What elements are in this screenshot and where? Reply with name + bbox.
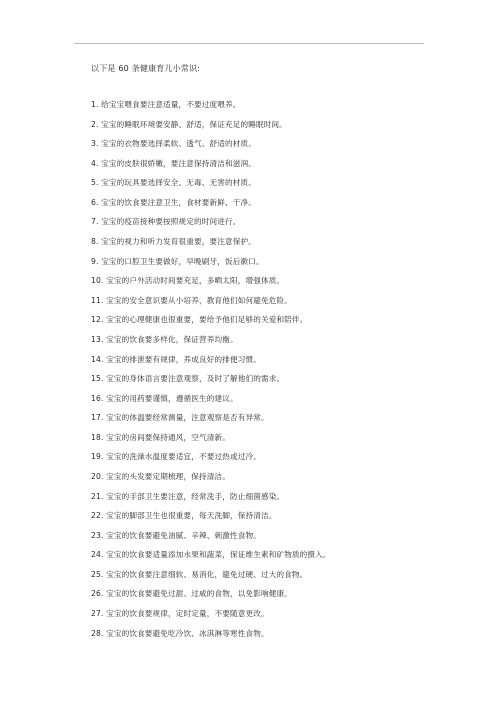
list-item: 3. 宝宝的衣物要选择柔软、透气、舒适的材质。	[91, 139, 256, 149]
list-item: 16. 宝宝的用药要谨慎，遵循医生的建议。	[91, 393, 238, 403]
list-item: 22. 宝宝的脚部卫生也很重要，每天洗脚，保持清洁。	[91, 511, 277, 521]
list-item: 26. 宝宝的饮食要避免过甜、过咸的食物，以免影响健康。	[91, 589, 292, 599]
list-item: 7. 宝宝的疫苗接种要按照规定的时间进行。	[91, 217, 241, 227]
list-item: 23. 宝宝的饮食要避免油腻、辛辣、刺激性食物。	[91, 530, 261, 540]
list-item: 12. 宝宝的心理健康也很重要，要给予他们足够的关爱和陪伴。	[91, 315, 308, 325]
list-item: 24. 宝宝的饮食要适量添加水果和蔬菜，保证维生素和矿物质的摄入。	[91, 550, 331, 560]
list-item: 10. 宝宝的户外活动时间要充足，多晒太阳，增强体质。	[91, 276, 285, 286]
intro-text: 以下是 60 条健康育儿小常识:	[91, 64, 201, 73]
list-item: 13. 宝宝的饮食要多样化，保证营养均衡。	[91, 334, 238, 344]
tips-list	[91, 100, 331, 648]
list-item: 15. 宝宝的身体语言要注意观察，及时了解他们的需求。	[91, 374, 285, 384]
list-item: 27. 宝宝的饮食要规律，定时定量，不要随意更改。	[91, 609, 269, 619]
list-item: 21. 宝宝的手部卫生要注意，经常洗手，防止细菌感染。	[91, 491, 285, 501]
list-item: 11. 宝宝的安全意识要从小培养，教育他们如何避免危险。	[91, 295, 292, 305]
list-item: 25. 宝宝的饮食要注意细软、易消化，避免过硬、过大的食物。	[91, 569, 308, 579]
list-item: 8. 宝宝的视力和听力发育很重要，要注意保护。	[91, 237, 256, 247]
list-item: 1. 给宝宝喂食要注意适量，不要过度喂养。	[91, 100, 241, 109]
list-item: 2. 宝宝的睡眠环境要安静、舒适，保证充足的睡眠时间。	[91, 119, 287, 129]
list-item: 17. 宝宝的体温要经常测量，注意观察是否有异常。	[91, 413, 269, 423]
list-item: 18. 宝宝的房间要保持通风，空气清新。	[91, 432, 230, 442]
list-item: 19. 宝宝的洗澡水温度要适宜，不要过热或过冷。	[91, 452, 261, 462]
list-item: 5. 宝宝的玩具要选择安全、无毒、无害的材质。	[91, 178, 256, 188]
list-item: 4. 宝宝的皮肤很娇嫩，要注意保持清洁和滋润。	[91, 158, 256, 168]
header-rule	[74, 43, 424, 44]
list-item: 20. 宝宝的头发要定期梳理，保持清洁。	[91, 471, 230, 481]
list-item: 6. 宝宝的饮食要注意卫生，食材要新鲜、干净。	[91, 197, 256, 207]
list-item: 14. 宝宝的排泄要有规律，养成良好的排便习惯。	[91, 354, 261, 364]
list-item: 9. 宝宝的口腔卫生要做好，早晚刷牙，饭后漱口。	[91, 256, 264, 266]
list-item: 28. 宝宝的饮食要避免吃冷饮、冰淇淋等寒性食物。	[91, 628, 269, 638]
